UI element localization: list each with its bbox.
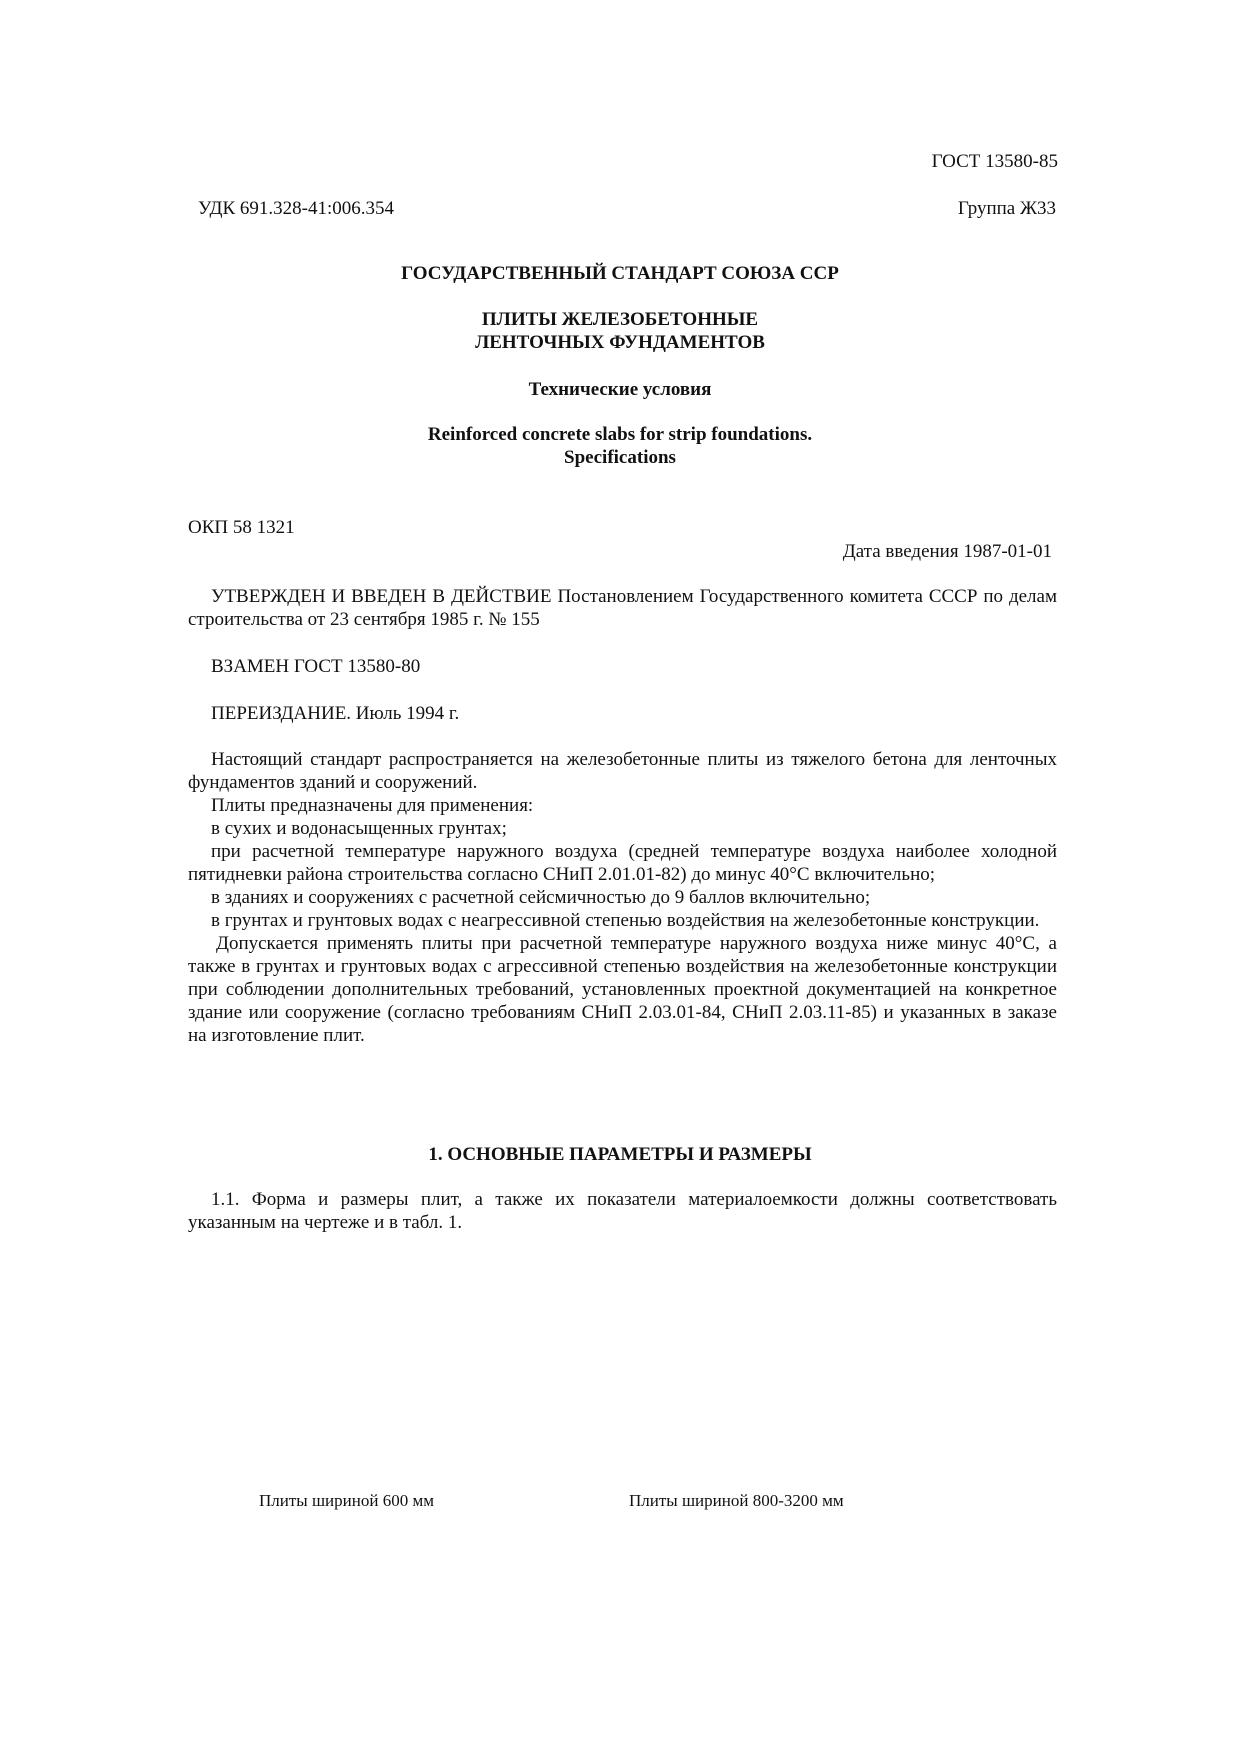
standard-title: ГОСУДАРСТВЕННЫЙ СТАНДАРТ СОЮЗА ССР [401, 263, 839, 284]
english-title-line1: Reinforced concrete slabs for strip foundations. [427, 424, 813, 445]
reissue-text: ПЕРЕИЗДАНИЕ. Июль 1994 г. [211, 703, 460, 724]
doc-name-line1: ПЛИТЫ ЖЕЛЕЗОБЕТОННЫЕ [481, 309, 759, 330]
replaces-text: ВЗАМЕН ГОСТ 13580-80 [211, 656, 421, 677]
intro-section [188, 748, 1057, 1047]
doc-subtitle: Технические условия [528, 379, 712, 400]
intro-paragraph: Плиты предназначены для применения: [211, 795, 534, 816]
intro-paragraph: Настоящий стандарт распространяется на железобетонные плиты из тяжелого бетона для ленточных фундаментов зданий и сооружений. [188, 749, 1057, 793]
approval-text: УТВЕРЖДЕН И ВВЕДЕН В ДЕЙСТВИЕ Постановлением Государственного комитета СССР по делам строительства от 23 сентября 1985 г. № 155 [188, 586, 1057, 630]
introduction-date: Дата введения 1987-01-01 [842, 541, 1052, 562]
figure-caption-left: Плиты шириной 600 мм [259, 1491, 434, 1510]
udk-code: УДК 691.328-41:006.354 [198, 198, 395, 219]
section-1-heading: 1. ОСНОВНЫЕ ПАРАМЕТРЫ И РАЗМЕРЫ [428, 1144, 812, 1165]
intro-paragraph: при расчетной температуре наружного воздуха (средней температуре воздуха наиболее холодной пятидневки района строительства согласно СНиП 2.01.01-82) до минус 40°С включительно; [188, 841, 1057, 885]
paragraph-1-1: 1.1. Форма и размеры плит, а также их показатели материалоемкости должны соответствовать указанным на чертеже и в табл. 1. [188, 1189, 1057, 1233]
okp-code: ОКП 58 1321 [188, 517, 295, 538]
intro-paragraph: в грунтах и грунтовых водах с неагрессивной степенью воздействия на железобетонные конструкции. [211, 910, 1040, 931]
gost-number: ГОСТ 13580-85 [931, 151, 1058, 172]
figure-caption-right: Плиты шириной 800-3200 мм [629, 1491, 844, 1510]
doc-name-line2: ЛЕНТОЧНЫХ ФУНДАМЕНТОВ [475, 332, 765, 353]
intro-paragraph: Допускается применять плиты при расчетной температуре наружного воздуха ниже минус 40°С, а также в грунтах и грунтовых водах с агрессивной степенью воздействия на железобетонные конструкции при соблюдении дополнительных требований, установленных проектной документацией на конкретное здание или сооружение (согласно требованиям СНиП 2.03.01-84, СНиП 2.03.11-85) и указанных в заказе на изготовление плит. [188, 933, 1057, 1046]
intro-paragraph: в зданиях и сооружениях с расчетной сейсмичностью до 9 баллов включительно; [211, 887, 871, 908]
intro-paragraph: в сухих и водонасыщенных грунтах; [211, 818, 507, 839]
english-title-line2: Specifications [564, 447, 676, 468]
group-code: Группа Ж33 [957, 198, 1056, 219]
